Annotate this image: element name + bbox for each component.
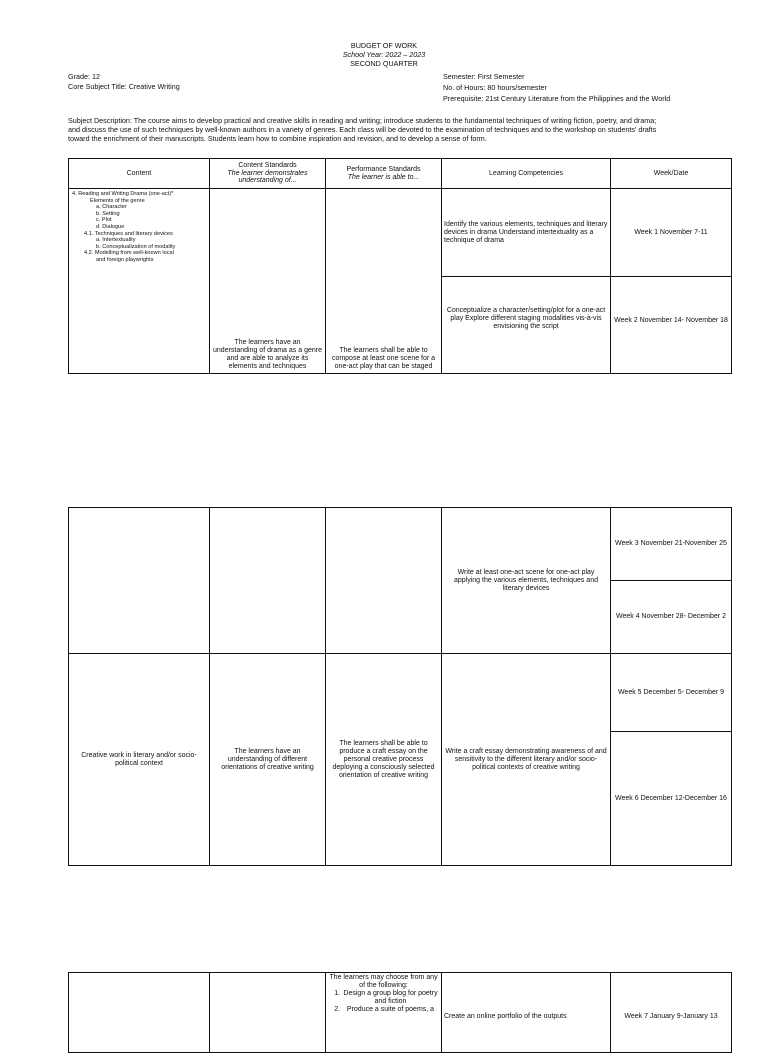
header-content-standards — [210, 159, 326, 189]
header-learning-competencies: Learning Competencies — [442, 159, 611, 189]
competency-conceptualize: Conceptualize a character/setting/plot for a one-act play Explore different staging modalities vis-à-vis envisioning the script — [442, 277, 611, 374]
content-standards-title: Content Standards — [238, 162, 297, 170]
perf-options-list — [328, 990, 439, 1014]
content-standard-drama: The learners have an understanding of drama as a genre and are able to analyze its elements and techniques — [210, 189, 326, 374]
perf-option: 2. Produce a suite of poems, a — [342, 1006, 439, 1014]
content-item: b. Setting — [96, 210, 120, 217]
subject-description-line3: toward the enrichment of their manuscripts. Students learn how to combine inspiration and revision, and to develop a sense of form. — [68, 135, 487, 143]
header-week-date: Week/Date — [611, 159, 732, 189]
content-item: 4.2. Modelling from well-known local — [84, 250, 174, 257]
competency-write-scene: Write at least one-act scene for one-act play applying the various elements, techniques and literary devices — [442, 508, 611, 654]
subject-description-line1: Subject Description: The course aims to develop practical and creative skills in reading and writing; introduce students to the fundamental techniques of writing fiction, poetry, and drama; — [68, 117, 657, 125]
content-cell-empty — [69, 508, 210, 654]
competency-online-portfolio: Create an online portfolio of the outputs — [442, 973, 611, 1053]
budget-table-part3 — [68, 972, 732, 1053]
performance-standard-drama: The learners shall be able to compose at least one scene for a one-act play that can be staged — [326, 189, 442, 374]
content-standard-portfolio — [210, 973, 326, 1053]
grade-label: Grade: 12 — [68, 72, 100, 81]
content-item: c. Plot — [96, 217, 112, 224]
content-list — [72, 191, 206, 264]
header-content: Content — [69, 159, 210, 189]
content-creative-work: Creative work in literary and/or socio-political context — [69, 654, 210, 866]
quarter-label: SECOND QUARTER — [350, 59, 418, 68]
content-cell-portfolio — [69, 973, 210, 1053]
subject-description-line2: and discuss the use of such techniques by well-known authors in a variety of genres. Each class will be devoted to the examination of techniques and to the workshop on students' drafts — [68, 126, 657, 134]
content-item: 4.1. Techniques and literary devices — [84, 230, 173, 237]
content-item: d. Dialogue — [96, 223, 125, 230]
header-performance-standards — [326, 159, 442, 189]
content-standard-orientations: The learners have an understanding of different orientations of creative writing — [210, 654, 326, 866]
budget-table-part1 — [68, 158, 732, 374]
budget-table-part2 — [68, 507, 732, 866]
content-item: Elements of the genre — [90, 197, 145, 204]
subject-title: Core Subject Title: Creative Writing — [68, 82, 180, 91]
perf-option: 1. Design a group blog for poetry and fiction — [342, 990, 439, 1006]
content-standards-sub: The learner demonstrates understanding of... — [227, 169, 308, 185]
content-item: b. Conceptualization of modality — [96, 243, 176, 250]
school-year: School Year: 2022 – 2023 — [342, 50, 426, 59]
content-item: a. Character — [96, 204, 127, 211]
semester-label: Semester: First Semester — [443, 72, 525, 81]
prerequisite-label: Prerequisite: 21st Century Literature from the Philippines and the World — [443, 94, 671, 103]
week-4: Week 4 November 28- December 2 — [611, 581, 732, 654]
performance-standard-craft-essay: The learners shall be able to produce a craft essay on the personal creative process deploying a consciously selected orientation of creative writing — [326, 654, 442, 866]
content-item: a. Intertextuality — [96, 237, 136, 244]
competency-identify-elements: Identify the various elements, techniques and literary devices in drama Understand intertextuality as a technique of drama — [442, 189, 611, 277]
week-6: Week 6 December 12-December 16 — [611, 732, 732, 866]
week-3: Week 3 November 21-November 25 — [611, 508, 732, 581]
week-7: Week 7 January 9-January 13 — [611, 973, 732, 1053]
document-title: BUDGET OF WORK — [350, 41, 418, 50]
performance-standard-empty — [326, 508, 442, 654]
performance-standards-sub: The learner is able to... — [347, 173, 420, 181]
performance-standard-portfolio — [326, 973, 442, 1053]
content-item: and foreign playwrights — [96, 256, 154, 263]
content-standard-empty — [210, 508, 326, 654]
hours-label: No. of Hours: 80 hours/semester — [443, 83, 547, 92]
perf-intro: The learners may choose from any of the following: — [329, 974, 438, 989]
performance-standards-title: Performance Standards — [346, 165, 421, 173]
week-5: Week 5 December 5- December 9 — [611, 654, 732, 732]
content-cell-drama — [69, 189, 210, 374]
content-item: 4. Reading and Writing Drama (one-act)* — [72, 191, 174, 197]
week-2: Week 2 November 14- November 18 — [611, 277, 732, 374]
week-1: Week 1 November 7-11 — [611, 189, 732, 277]
competency-craft-essay: Write a craft essay demonstrating awareness of and sensitivity to the different literary and/or socio-political contexts of creative writing — [442, 654, 611, 866]
